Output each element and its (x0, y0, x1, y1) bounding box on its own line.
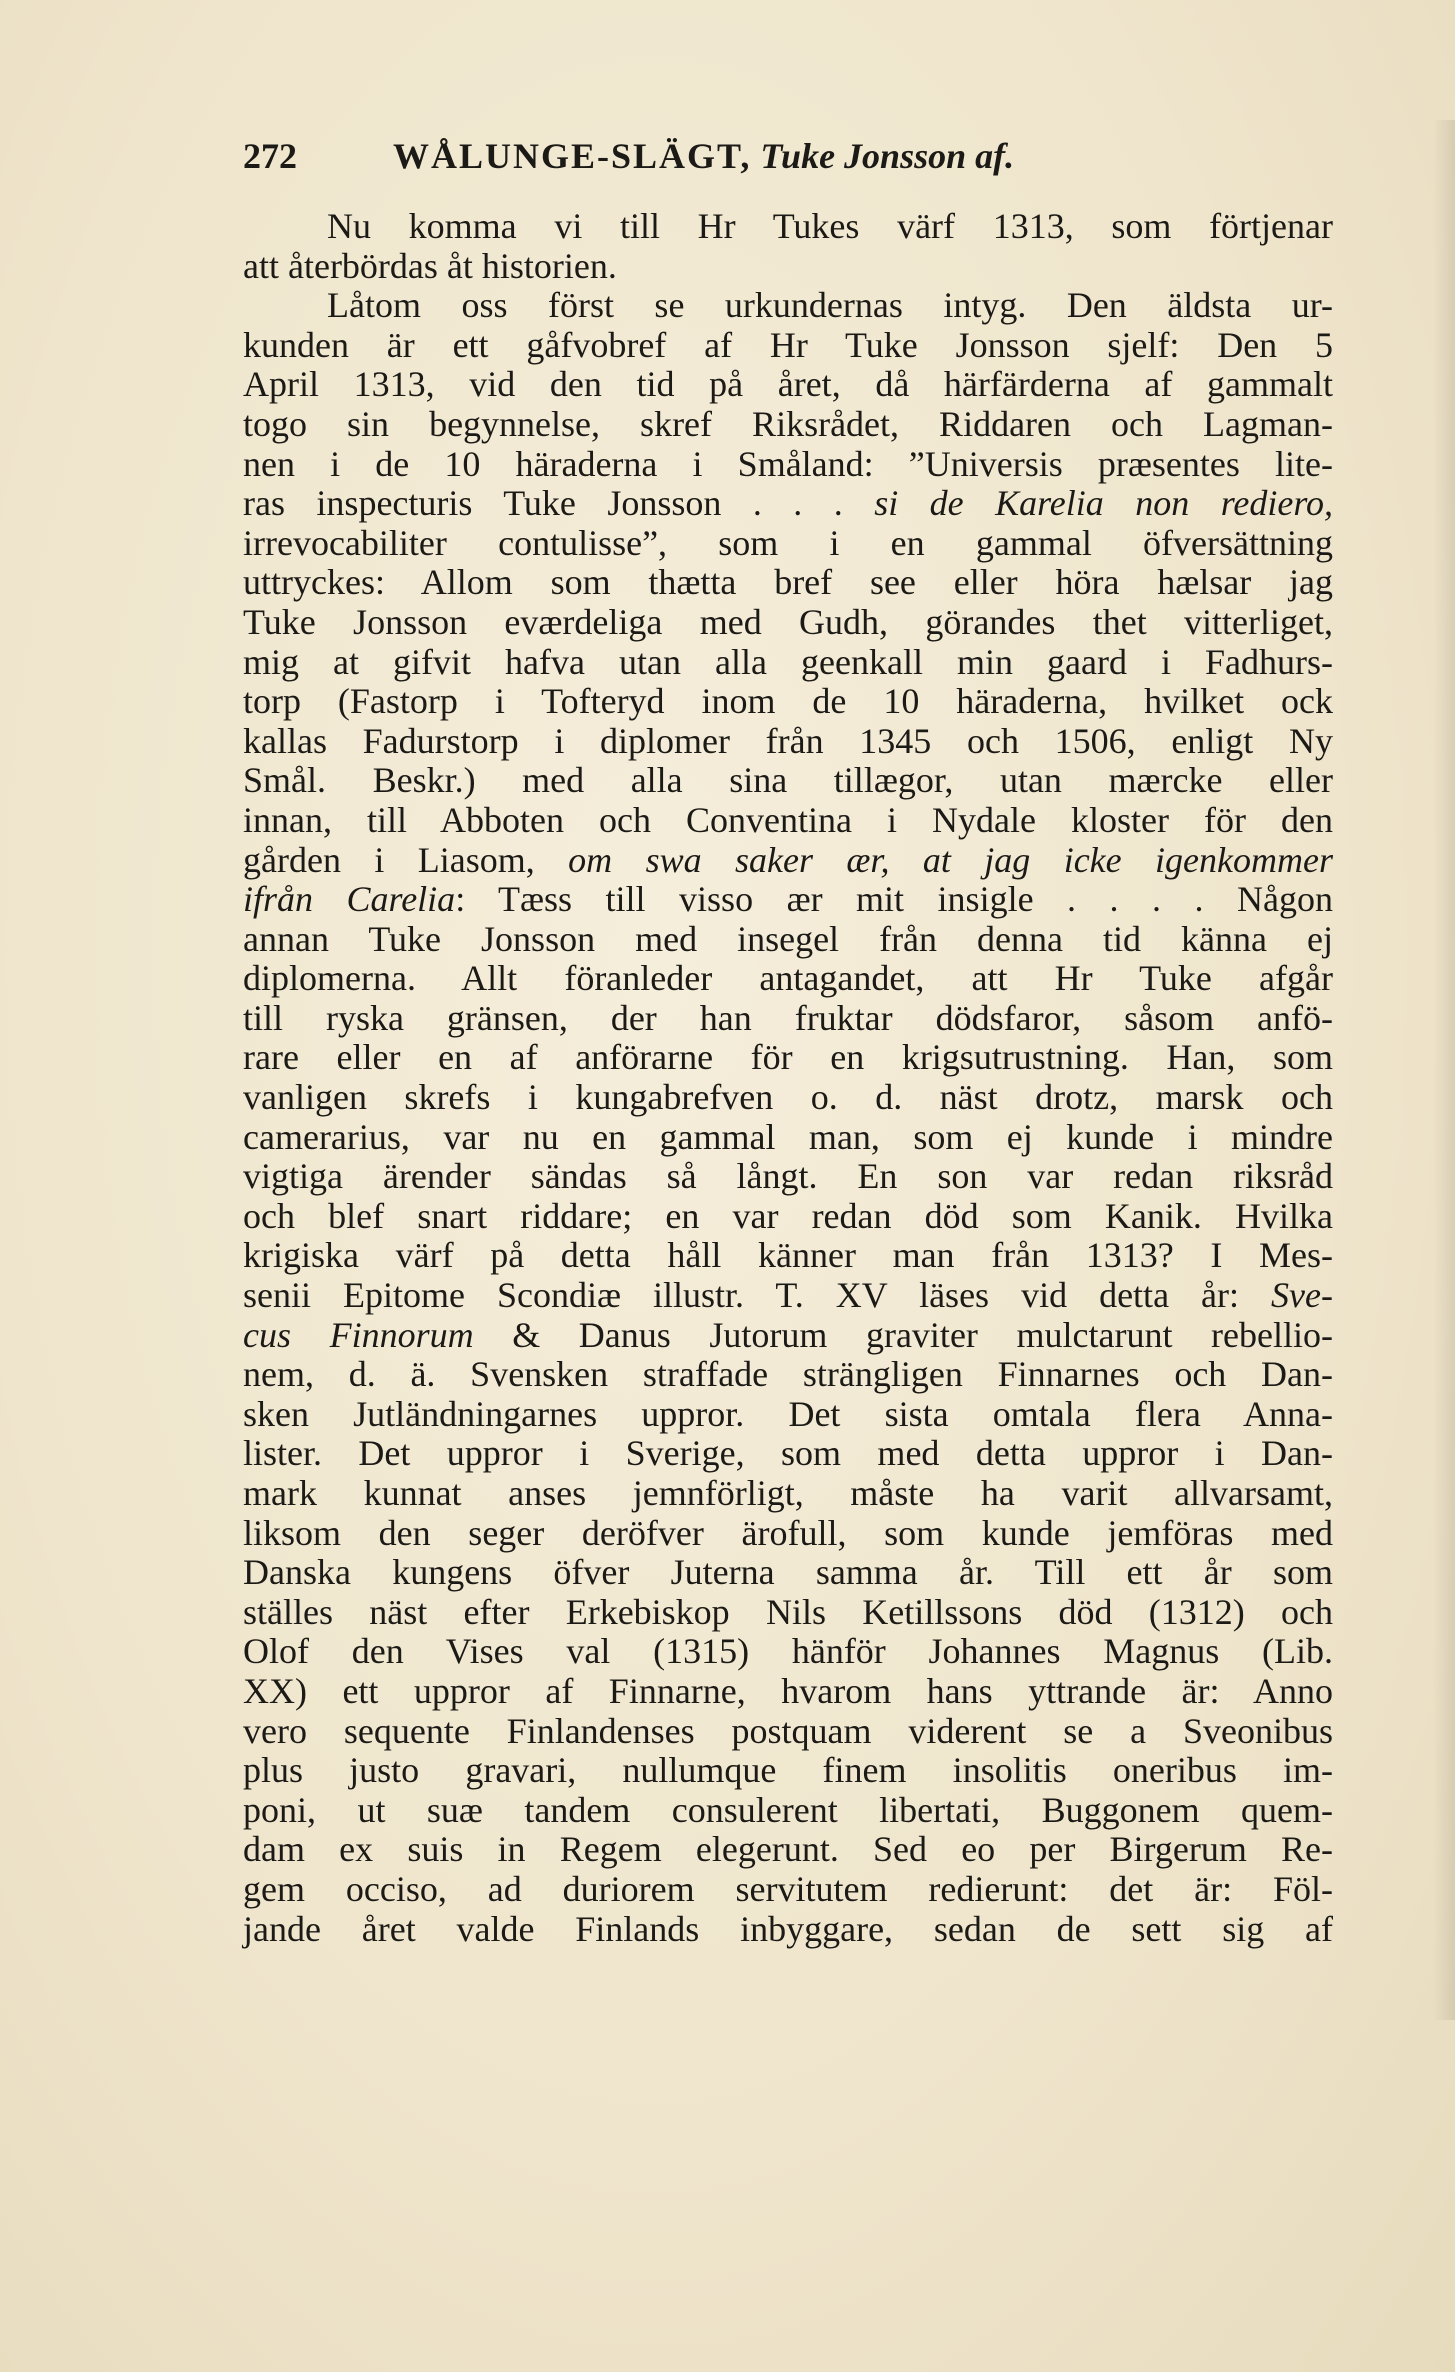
text-segment: krigiska värf på detta håll känner man från 1313? I Mes- (243, 1235, 1333, 1276)
text-segment: April 1313, vid den tid på året, då härfärderna af gammalt (243, 364, 1333, 405)
text-line (243, 1751, 1333, 1791)
text-line (243, 365, 1333, 405)
text-line (243, 484, 1333, 524)
text-segment: Olof den Vises val (1315) hänför Johannes Magnus (Lib. (243, 1631, 1333, 1672)
text-line (243, 1791, 1333, 1831)
text-segment: kallas Fadurstorp i diplomer från 1345 och 1506, enligt Ny (243, 720, 1333, 761)
text-segment: vigtiga ärender sändas så långt. En son var redan riksråd (243, 1156, 1333, 1197)
text-line (243, 841, 1333, 881)
text-line (243, 445, 1333, 485)
text-line (243, 603, 1333, 643)
text-line (243, 1316, 1333, 1356)
text-segment: rare eller en af anförarne för en krigsutrustning. Han, som (243, 1037, 1333, 1078)
text-segment: liksom den seger deröfver ärofull, som kunde jemföras med (243, 1512, 1333, 1553)
text-segment: Danska kungens öfver Juterna samma år. Till ett år som (243, 1552, 1333, 1593)
text-line (243, 1236, 1333, 1276)
text-line (243, 801, 1333, 841)
text-segment: & Danus Jutorum graviter mulctarunt rebellio- (473, 1314, 1333, 1355)
text-segment: ställes näst efter Erkebiskop Nils Ketillssons död (1312) och (243, 1591, 1333, 1632)
text-line (243, 1474, 1333, 1514)
text-segment: vanligen skrefs i kungabrefven o. d. näst drotz, marsk och (243, 1077, 1333, 1118)
text-line (243, 1157, 1333, 1197)
text-segment: annan Tuke Jonsson med insegel från denna tid känna ej (243, 918, 1333, 959)
text-line (243, 880, 1333, 920)
text-segment: jande året valde Finlands inbyggare, sedan de sett sig af (243, 1908, 1333, 1949)
text-line (243, 1712, 1333, 1752)
text-segment: camerarius, var nu en gammal man, som ej kunde i mindre (243, 1116, 1333, 1157)
text-segment: senii Epitome Scondiæ illustr. T. XV läses vid detta år: (243, 1275, 1272, 1316)
text-segment: Tuke Jonsson eværdeliga med Gudh, görandes thet vitterliget, (243, 601, 1333, 642)
text-line (243, 563, 1333, 603)
running-title: WÅLUNGE-SLÄGT, (393, 136, 752, 176)
text-segment: diplomerna. Allt föranleder antagandet, att Hr Tuke afgår (243, 958, 1333, 999)
text-segment: vero sequente Finlandenses postquam viderent se a Sveonibus (243, 1710, 1333, 1751)
text-segment: plus justo gravari, nullumque finem insolitis oneribus im- (243, 1750, 1333, 1791)
text-line (243, 959, 1333, 999)
text-segment: gården i Liasom, (243, 839, 569, 880)
text-line (243, 1870, 1333, 1910)
italic-segment: cus Finnorum (243, 1314, 474, 1355)
body-text (243, 207, 1333, 1949)
text-line (243, 247, 1333, 287)
text-segment: Nu komma vi till Hr Tukes värf 1313, som förtjenar (327, 206, 1333, 246)
text-segment: ras inspecturis Tuke Jonsson . . . (243, 483, 875, 524)
text-line (243, 722, 1333, 762)
text-segment: gem occiso, ad duriorem servitutem redierunt: det är: Föl- (243, 1868, 1333, 1909)
text-segment: uttryckes: Allom som thætta bref see eller höra hælsar jag (243, 562, 1333, 603)
text-line (243, 1910, 1333, 1950)
text-line (243, 405, 1333, 445)
running-header (243, 128, 1143, 184)
text-segment: Låtom oss först se urkundernas intyg. Den äldsta ur- (327, 285, 1333, 326)
text-segment: Smål. Beskr.) med alla sina tillægor, utan mærcke eller (243, 760, 1333, 801)
text-line (243, 1553, 1333, 1593)
text-line (243, 761, 1333, 801)
text-segment: nen i de 10 häraderna i Småland: ”Universis præsentes lite- (243, 443, 1333, 484)
text-segment: : Tæss till visso ær mit insigle . . . . Någon (455, 879, 1333, 920)
text-line (243, 1672, 1333, 1712)
text-segment: mark kunnat anses jemnförligt, måste ha varit allvarsamt, (243, 1473, 1333, 1513)
text-line (243, 1830, 1333, 1870)
text-segment: och blef snart riddare; en var redan död som Kanik. Hvilka (243, 1195, 1333, 1236)
italic-segment: om swa saker ær, at jag icke igenkommer (568, 839, 1333, 880)
text-segment: togo sin begynnelse, skref Riksrådet, Riddaren och Lagman- (243, 403, 1333, 444)
text-segment: innan, till Abboten och Conventina i Nydale kloster för den (243, 799, 1333, 840)
text-line (243, 1395, 1333, 1435)
text-line (243, 1514, 1333, 1554)
text-line (243, 1078, 1333, 1118)
running-subtitle: Tuke Jonsson af. (760, 136, 1015, 176)
text-segment: sken Jutländningarnes uppror. Det sista omtala flera Anna- (243, 1393, 1333, 1434)
text-line (243, 1118, 1333, 1158)
text-segment: irrevocabiliter contulisse”, som i en gammal öfversättning (243, 522, 1333, 563)
text-segment: till ryska gränsen, der han fruktar dödsfaror, såsom anfö- (243, 997, 1333, 1038)
italic-segment: si de Karelia non rediero, (874, 483, 1334, 524)
text-line (243, 326, 1333, 366)
text-line (243, 524, 1333, 564)
text-line (243, 999, 1333, 1039)
text-segment: mig at gifvit hafva utan alla geenkall min gaard i Fadhurs- (243, 641, 1333, 682)
text-line (243, 1355, 1333, 1395)
text-segment: torp (Fastorp i Tofteryd inom de 10 häraderna, hvilket ock (243, 681, 1333, 722)
text-line (243, 207, 1333, 247)
italic-segment: Sve- (1271, 1275, 1333, 1316)
text-line (243, 1593, 1333, 1633)
text-segment: lister. Det uppror i Sverige, som med detta uppror i Dan- (243, 1433, 1333, 1474)
text-segment: XX) ett uppror af Finnarne, hvarom hans yttrande är: Anno (243, 1670, 1333, 1711)
italic-segment: ifrån Carelia (243, 879, 456, 920)
text-line (243, 643, 1333, 683)
text-segment: nem, d. ä. Svensken straffade strängligen Finnarnes och Dan- (243, 1354, 1333, 1395)
text-line (243, 1632, 1333, 1672)
text-line (243, 1276, 1333, 1316)
text-line (243, 920, 1333, 960)
text-segment: kunden är ett gåfvobref af Hr Tuke Jonsson sjelf: Den 5 (243, 324, 1333, 365)
page-number: 272 (243, 136, 297, 176)
text-segment: att återbördas åt historien. (243, 245, 617, 286)
text-segment: dam ex suis in Regem elegerunt. Sed eo per Birgerum Re- (243, 1829, 1333, 1870)
text-line (243, 286, 1333, 326)
text-line (243, 1038, 1333, 1078)
text-segment: poni, ut suæ tandem consulerent libertati, Buggonem quem- (243, 1789, 1333, 1830)
text-line (243, 1434, 1333, 1474)
text-line (243, 682, 1333, 722)
text-line (243, 1197, 1333, 1237)
page-edge-shadow (1433, 120, 1455, 2020)
